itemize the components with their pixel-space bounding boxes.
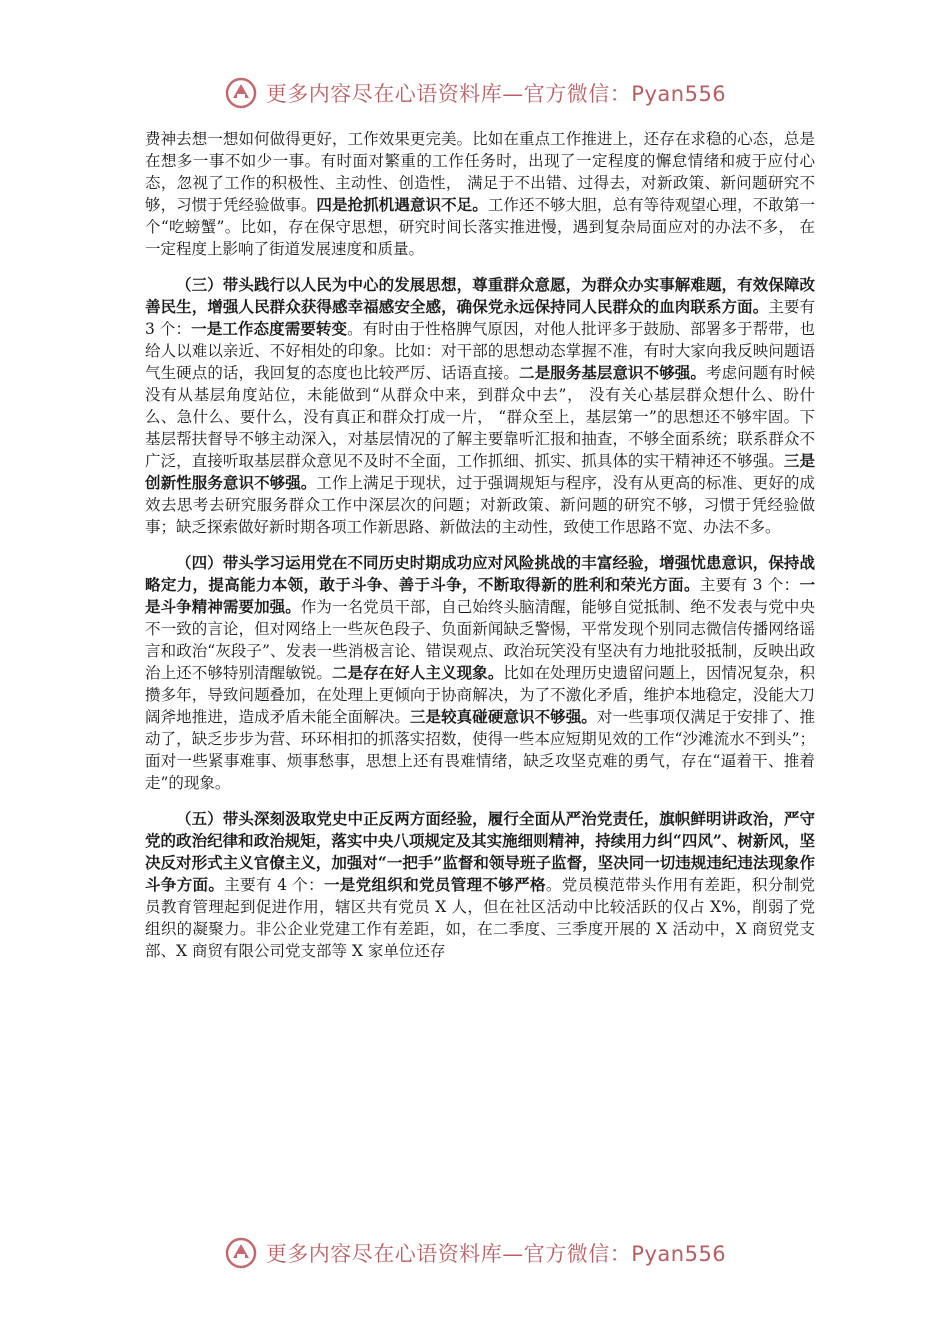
body-paragraph <box>145 274 815 538</box>
body-paragraph <box>145 552 815 794</box>
bold-text-segment: 二是服务基层意识不够强。 <box>518 363 706 382</box>
bold-text-segment: 三是较真碰硬意识不够强。 <box>409 707 597 726</box>
footer-banner <box>0 1228 950 1278</box>
text-segment: 主要有 3 个： <box>699 576 800 594</box>
text-segment: 工作上满足于现状，过于强调规矩与程序，没有从更高的标准、更好的成效去思考去研究服务群众工作中深层次的问题；对新政策、新问题的研究不够，习惯于凭经验做事；缺乏探索做好新时期各项工作新思路、新做法的主动性，致使工作思路不宽、办法不多。 <box>145 474 815 536</box>
bold-text-segment: （五）带头深刻汲取党史中正反两方面经验，履行全面从严治党责任，旗帜鲜明讲政治，严守党的政治纪律和政治规矩，落实中央八项规定及其实施细则精神，持续用力纠“四风”、树新风，坚决反对形式主义官僚主义，加强对“一把手”监督和领导班子监督，坚决同一切违规违纪违法现象作斗争方面。 <box>145 809 815 894</box>
document-body <box>145 128 815 976</box>
brand-logo-icon <box>224 1236 258 1270</box>
text-segment: 费神去想一想如何做得更好，工作效果更完美。比如在重点工作推进上，还存在求稳的心态，总是在想多一事不如少一事。有时面对繁重的工作任务时，出现了一定程度的懈怠情绪和疲于应付心态，忽视了工作的积极性、主动性、创造性， 满足于不出错、过得去，对新政策、新问题研究不够，习惯于凭经验做事。 <box>145 130 815 214</box>
bold-text-segment: 四是抢抓机遇意识不足。 <box>316 195 488 214</box>
bold-text-segment: 三是创新性服务意识不够强。 <box>145 451 815 492</box>
text-segment: 工作还不够大胆，总有等待观望心理，不敢第一个“吃螃蟹”。比如，存在保守思想，研究时间长落实推进慢，遇到复杂局面应对的办法不多， 在一定程度上影响了街道发展速度和质量。 <box>145 196 815 258</box>
bold-text-segment: 一是斗争精神需要加强。 <box>145 575 815 616</box>
text-segment: 作为一名党员干部，自己始终头脑清醒，能够自觉抵制、绝不发表与党中央不一致的言论，但对网络上一些灰色段子、负面新闻缺乏警惕，平常发现个别同志微信传播网络谣言和政治“灰段子”、发表一些消极言论、错误观点、政治玩笑没有坚决有力地批驳抵制，反映出政治上还不够特别清醒敏锐。 <box>145 598 815 682</box>
text-segment: 主要有 3 个： <box>145 298 815 338</box>
text-segment: 。有时由于性格脾气原因，对他人批评多于鼓励、部署多于帮带，也给人以难以亲近、不好相处的印象。比如：对干部的思想动态掌握不准，有时大家向我反映问题语气生硬点的话，我回复的态度也比较严厉、话语直接。 <box>145 320 815 382</box>
bold-text-segment: 二是存在好人主义现象。 <box>332 663 504 682</box>
header-banner <box>0 68 950 118</box>
text-segment: 考虑问题有时候没有从基层角度站位，未能做到“从群众中来，到群众中去”， 没有关心基层群众想什么、盼什么、急什么、要什么，没有真正和群众打成一片， “群众至上，基层第一”的思想还不够牢固。下基层帮扶督导不够主动深入，对基层情况的了解主要靠听汇报和抽查，不够全面系统；联系群众不广泛，直接听取基层群众意见不及时不全面，工作抓细、抓实、抓具体的实干精神还不够强。 <box>145 364 815 470</box>
brand-logo-icon <box>224 76 258 110</box>
bold-text-segment: 一是工作态度需要转变 <box>191 319 348 338</box>
text-segment: 对一些事项仅满足于安排了、推动了，缺乏步步为营、环环相扣的抓落实招数，使得一些本应短期见效的工作“沙滩流水不到头”；面对一些紧事难事、烦事愁事，思想上还有畏难情绪，缺乏攻坚克难的勇气，存在“逼着干、推着走”的现象。 <box>145 708 815 792</box>
text-segment: 比如在处理历史遗留问题上，因情况复杂，积攒多年，导致问题叠加，在处理上更倾向于协商解决，为了不激化矛盾，维护本地稳定，没能大刀阔斧地推进，造成矛盾未能全面解决。 <box>145 664 815 726</box>
bold-text-segment: （四）带头学习运用党在不同历史时期成功应对风险挑战的丰富经验，增强忧患意识，保持战略定力，提高能力本领，敢于斗争、善于斗争，不断取得新的胜利和荣光方面。 <box>145 553 815 594</box>
footer-banner-text: 更多内容尽在心语资料库—官方微信：Pyan556 <box>265 1242 727 1266</box>
body-paragraph <box>145 808 815 962</box>
text-segment: 主要有 4 个： <box>224 876 324 894</box>
bold-text-segment: （三）带头践行以人民为中心的发展思想，尊重群众意愿，为群众办实事解难题，有效保障改善民生，增强人民群众获得感幸福感安全感，确保党永远保持同人民群众的血肉联系方面。 <box>145 275 815 316</box>
header-banner-text: 更多内容尽在心语资料库—官方微信：Pyan556 <box>265 82 727 106</box>
bold-text-segment: 一是党组织和党员管理不够严格 <box>323 875 546 894</box>
body-paragraph <box>145 128 815 260</box>
text-segment: 。党员模范带头作用有差距，积分制党员教育管理起到促进作用，辖区共有党员 X 人，但在社区活动中比较活跃的仅占 X%，削弱了党组织的凝聚力。非公企业党建工作有差距，如，在二季度、三季度开展的 X 活动中，X 商贸党支部、X 商贸有限公司党支部等 X 家单位还存 <box>145 876 815 960</box>
